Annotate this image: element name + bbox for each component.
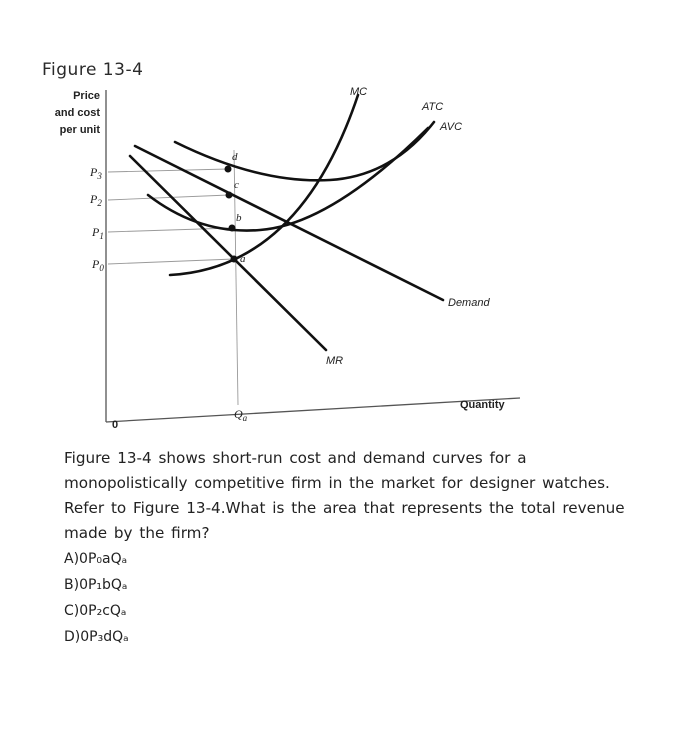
point-label-d: d [232, 151, 238, 163]
question-prompt: Refer to Figure 13-4.What is the area that represents the total revenue made by the firm? [64, 499, 625, 542]
y-tick-p1: $P_1$ [92, 225, 104, 241]
mr-label: MR [326, 355, 344, 367]
guide-p1 [108, 228, 232, 232]
guide-p3 [108, 169, 228, 172]
x-tick-qa-sub: a [242, 413, 248, 423]
point-label-c: c [234, 179, 239, 191]
mc-label: MC [350, 86, 368, 98]
mr-curve [130, 156, 326, 350]
y-tick-p3-sub: 3 [97, 171, 102, 181]
question-intro: Figure 13-4 shows short-run cost and demand curves for a monopolistically competitive firm in the market for designer watches. [64, 449, 610, 492]
mc-curve [170, 95, 358, 275]
option-d[interactable]: D)0P₃dQₐ [64, 629, 129, 645]
demand-label: Demand [448, 297, 490, 309]
point-c [226, 192, 233, 199]
x-axis-label: Quantity [460, 399, 505, 411]
guide-p0 [108, 259, 234, 264]
y-tick-p1-sub: 1 [99, 231, 104, 241]
question-block [64, 446, 634, 650]
option-b[interactable]: B)0P₁bQₐ [64, 577, 128, 593]
point-label-a: a [240, 253, 246, 265]
y-tick-p2-sub: 2 [97, 198, 102, 208]
y-tick-p0-sub: 0 [99, 263, 104, 273]
point-label-b: b [236, 212, 242, 224]
figure-title: Figure 13-4 [42, 60, 144, 80]
origin-label: 0 [112, 419, 119, 431]
x-tick-qa: $Q_a$ [234, 407, 248, 423]
y-tick-p2: $P_2$ [90, 192, 102, 208]
avc-label: AVC [440, 121, 463, 133]
atc-curve [175, 122, 434, 180]
point-b [229, 225, 236, 232]
y-tick-p0: $P_0$ [92, 257, 104, 273]
point-a [231, 256, 238, 263]
option-a[interactable]: A)0P₀aQₐ [64, 551, 128, 567]
y-axis-label-line-2: and cost [54, 107, 100, 119]
y-axis-label-line-1: Price [73, 90, 100, 102]
y-tick-p3: $P_3$ [90, 165, 102, 181]
option-c[interactable]: C)0P₂cQₐ [64, 603, 127, 619]
y-axis-label-line-3: per unit [59, 124, 100, 136]
x-axis [106, 398, 520, 422]
atc-label: ATC [422, 101, 444, 113]
point-d [225, 166, 232, 173]
